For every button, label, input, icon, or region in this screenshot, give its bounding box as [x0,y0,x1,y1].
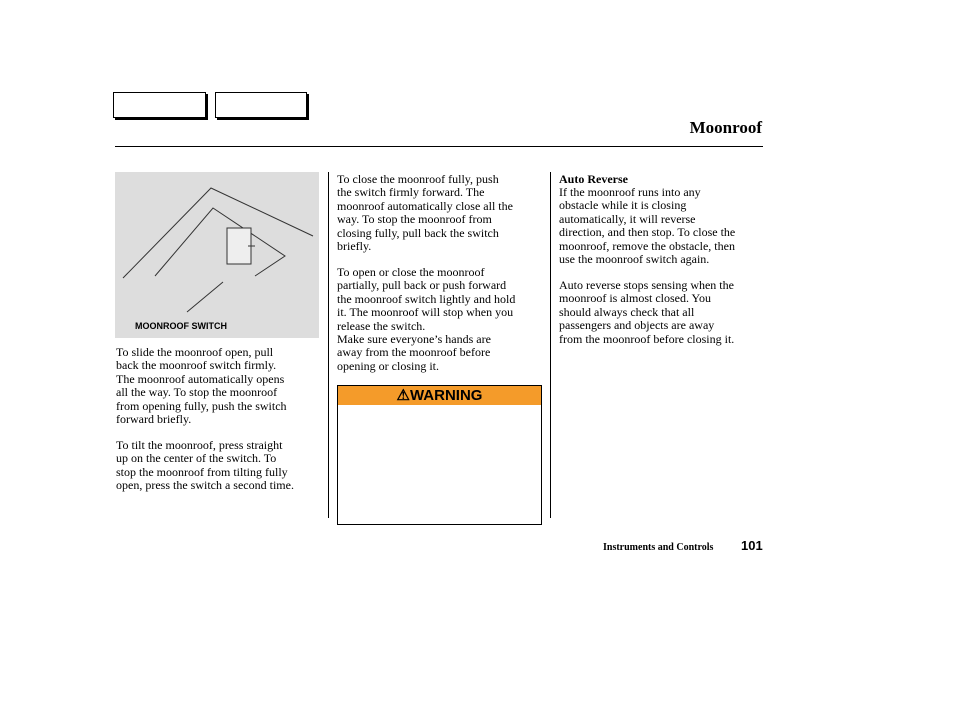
page-number: 101 [741,538,763,553]
warning-header: ⚠WARNING [338,386,541,405]
figure [115,172,319,338]
warning-box [337,385,542,525]
figure-caption: MOONROOF SWITCH [135,321,227,331]
nav-tab-2[interactable] [215,92,307,118]
col2-p1: To close the moonroof fully, push the switch firmly forward. The moonroof automatically close all the way. To stop the moonroof from closing fully, pull back the switch briefly. [337,172,513,254]
col1-p1: To slide the moonroof open, pull back the moonroof switch firmly. The moonroof automatically opens all the way. To stop the moonroof from opening fully, push the switch forward briefly. [116,345,287,427]
col1-p2: To tilt the moonroof, press straight up on the center of the switch. To stop the moonroof from tilting fully open, press the switch a second time. [116,438,294,493]
divider [550,172,551,518]
warning-icon: ⚠ [396,387,410,404]
moonroof-illustration [115,172,319,322]
page-title: Moonroof [689,118,762,137]
rule [115,146,763,147]
col2-p2: To open or close the moonroof partially, pull back or push forward the moonroof switch lightly and hold it. The moonroof will stop when you release the switch. Make sure everyone’s hands are away from the moonroof before opening or closing it. [337,265,516,373]
nav-tab-1[interactable] [113,92,206,118]
col3-p2: Auto reverse stops sensing when the moonroof is almost closed. You should always check that all passengers and objects are away from the moonroof before closing it. [559,278,735,346]
footer-section: Instruments and Controls [603,542,714,553]
col3-p1: If the moonroof runs into any obstacle while it is closing automatically, it will reverse direction, and then stop. To close the moonroof, remove the obstacle, then use the moonroof switch again. [559,185,736,267]
divider [328,172,329,518]
heading-auto-reverse: Auto Reverse [559,172,628,186]
